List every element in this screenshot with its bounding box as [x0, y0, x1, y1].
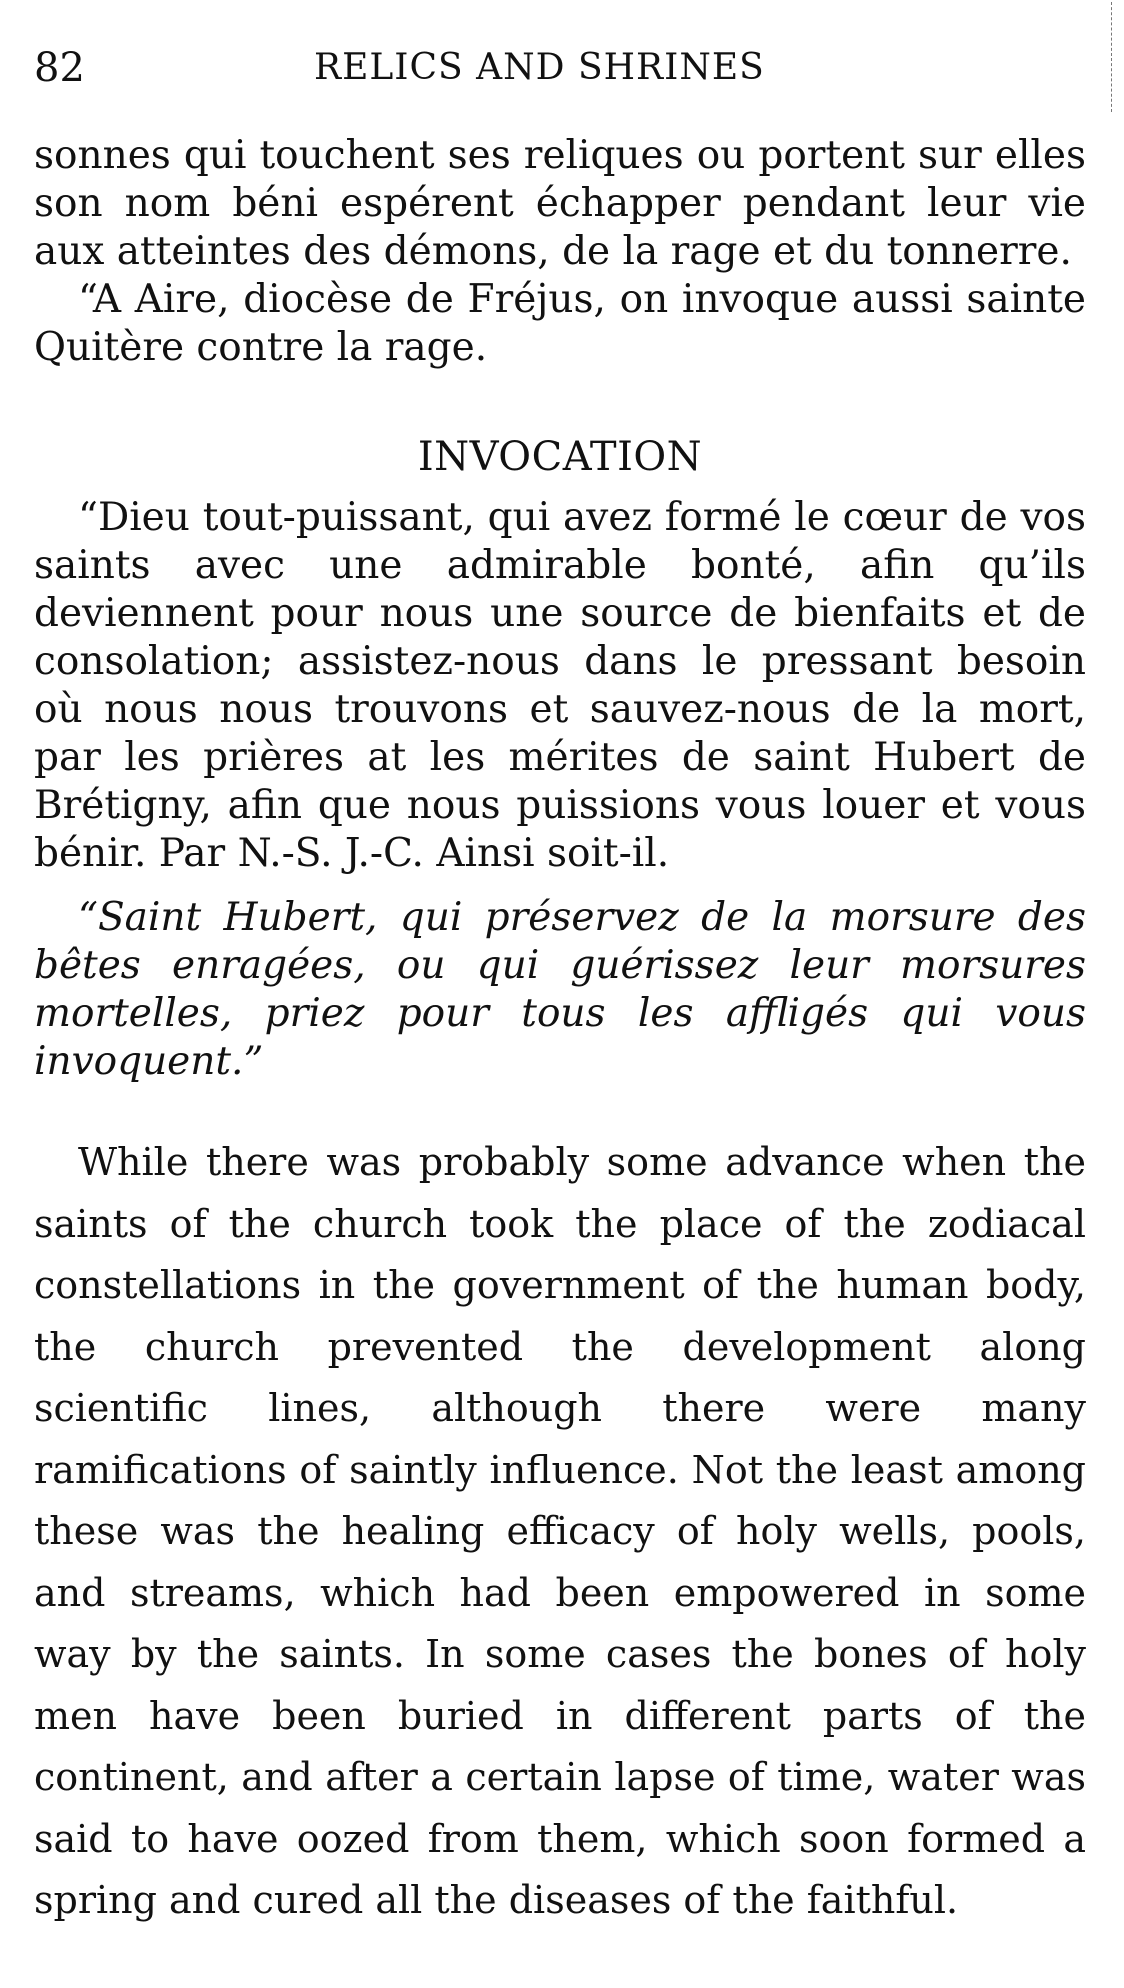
paragraph-aire: “A Aire, diocèse de Fréjus, on invoque aussi sainte Quitère contre la rage. [34, 277, 1086, 370]
main-paragraph: While there was probably some advance when the saints of the church took the place of the zodiacal constellations in the government of the human body, the church prevented the development along scientific lines, although there were many ramifications of saintly influence. Not the least among these was the healing efficacy of holy wells, pools, and streams, which had been empowered in some way by the saints. In some cases the bones of holy men have been buried in different parts of the continent, and after a certain lapse of time, water was said to have oozed from them, which soon formed a spring and cured all the diseases of the faithful. [34, 1140, 1086, 1922]
invocation-italic: “Saint Hubert, qui préservez de la morsure des bêtes enragées, ou qui guérissez leur morsures mortelles, priez pour tous les affligés qui vous invoquent.” [34, 895, 1086, 1084]
page-edge-mark [1111, 2, 1116, 112]
running-title: RELICS AND SHRINES [314, 47, 765, 88]
page-body [34, 132, 1086, 1932]
page-number: 82 [34, 45, 85, 91]
page-header [34, 40, 1080, 96]
paragraph-continuation: sonnes qui touchent ses reliques ou portent sur elles son nom béni espérent échapper pendant leur vie aux atteintes des démons, de la rage et du tonnerre. [34, 133, 1086, 274]
prayer-paragraph: “Dieu tout-puissant, qui avez formé le cœur de vos saints avec une admirable bonté, afin qu’ils deviennent pour nous une source de bienfaits et de consolation; assistez-nous dans le pressant besoin où nous nous trouvons et sauvez-nous de la mort, par les prières at les mérites de saint Hubert de Brétigny, afin que nous puissions vous louer et vous bénir. Par N.-S. J.-C. Ainsi soit-il. [34, 495, 1086, 876]
section-heading: INVOCATION [417, 434, 703, 480]
